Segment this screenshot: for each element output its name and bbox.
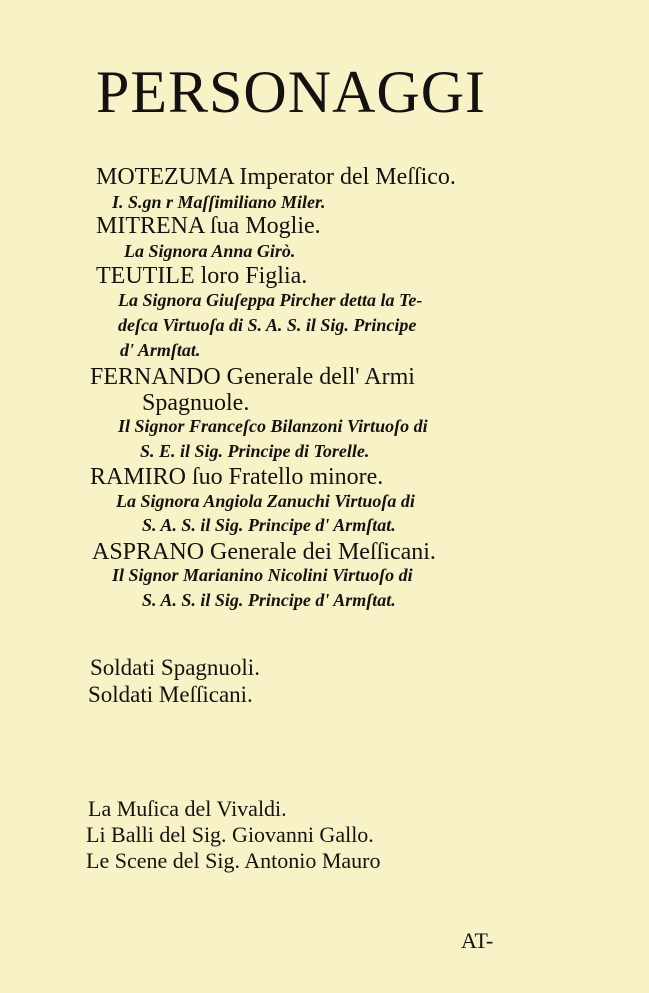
role-teutile: TEUTILE loro Figlia. (96, 263, 308, 289)
extra-soldati-spagnuoli: Soldati Spagnuoli. (90, 655, 260, 680)
role-fernando-line2: Spagnuole. (142, 390, 250, 416)
catchword: AT- (461, 928, 494, 953)
actor-asprano-line2: S. A. S. il Sig. Principe d' Armſtat. (142, 590, 396, 610)
credit-music: La Muſica del Vivaldi. (88, 796, 287, 821)
credit-scenes: Le Scene del Sig. Antonio Mauro (86, 848, 381, 873)
role-motezuma: MOTEZUMA Imperator del Meſſico. (96, 164, 456, 190)
page-title: PERSONAGGI (96, 59, 487, 125)
actor-ramiro-line2: S. A. S. il Sig. Principe d' Armſtat. (142, 515, 396, 535)
role-asprano: ASPRANO Generale dei Meſſicani. (92, 539, 436, 565)
actor-teutile-line1: La Signora Giuſeppa Pircher detta la Te- (118, 290, 423, 310)
actor-motezuma: I. S.gn r Maſſimiliano Miler. (112, 192, 326, 212)
actor-fernando-line1: Il Signor Franceſco Bilanzoni Virtuoſo di (118, 416, 428, 436)
role-ramiro: RAMIRO ſuo Fratello minore. (90, 464, 384, 490)
actor-mitrena: La Signora Anna Girò. (124, 241, 296, 261)
actor-asprano-line1: Il Signor Marianino Nicolini Virtuoſo di (112, 565, 413, 585)
role-mitrena: MITRENA ſua Moglie. (96, 213, 321, 239)
extra-soldati-messicani: Soldati Meſſicani. (88, 682, 253, 707)
actor-fernando-line2: S. E. il Sig. Principe di Torelle. (140, 441, 370, 461)
actor-ramiro-line1: La Signora Angiola Zanuchi Virtuoſa di (116, 491, 415, 511)
credit-dances: Li Balli del Sig. Giovanni Gallo. (86, 822, 374, 847)
actor-teutile-line2: deſca Virtuoſa di S. A. S. il Sig. Principe (118, 315, 417, 335)
role-fernando-line1: FERNANDO Generale dell' Armi (90, 364, 415, 390)
actor-teutile-line3: d' Armſtat. (120, 340, 201, 360)
